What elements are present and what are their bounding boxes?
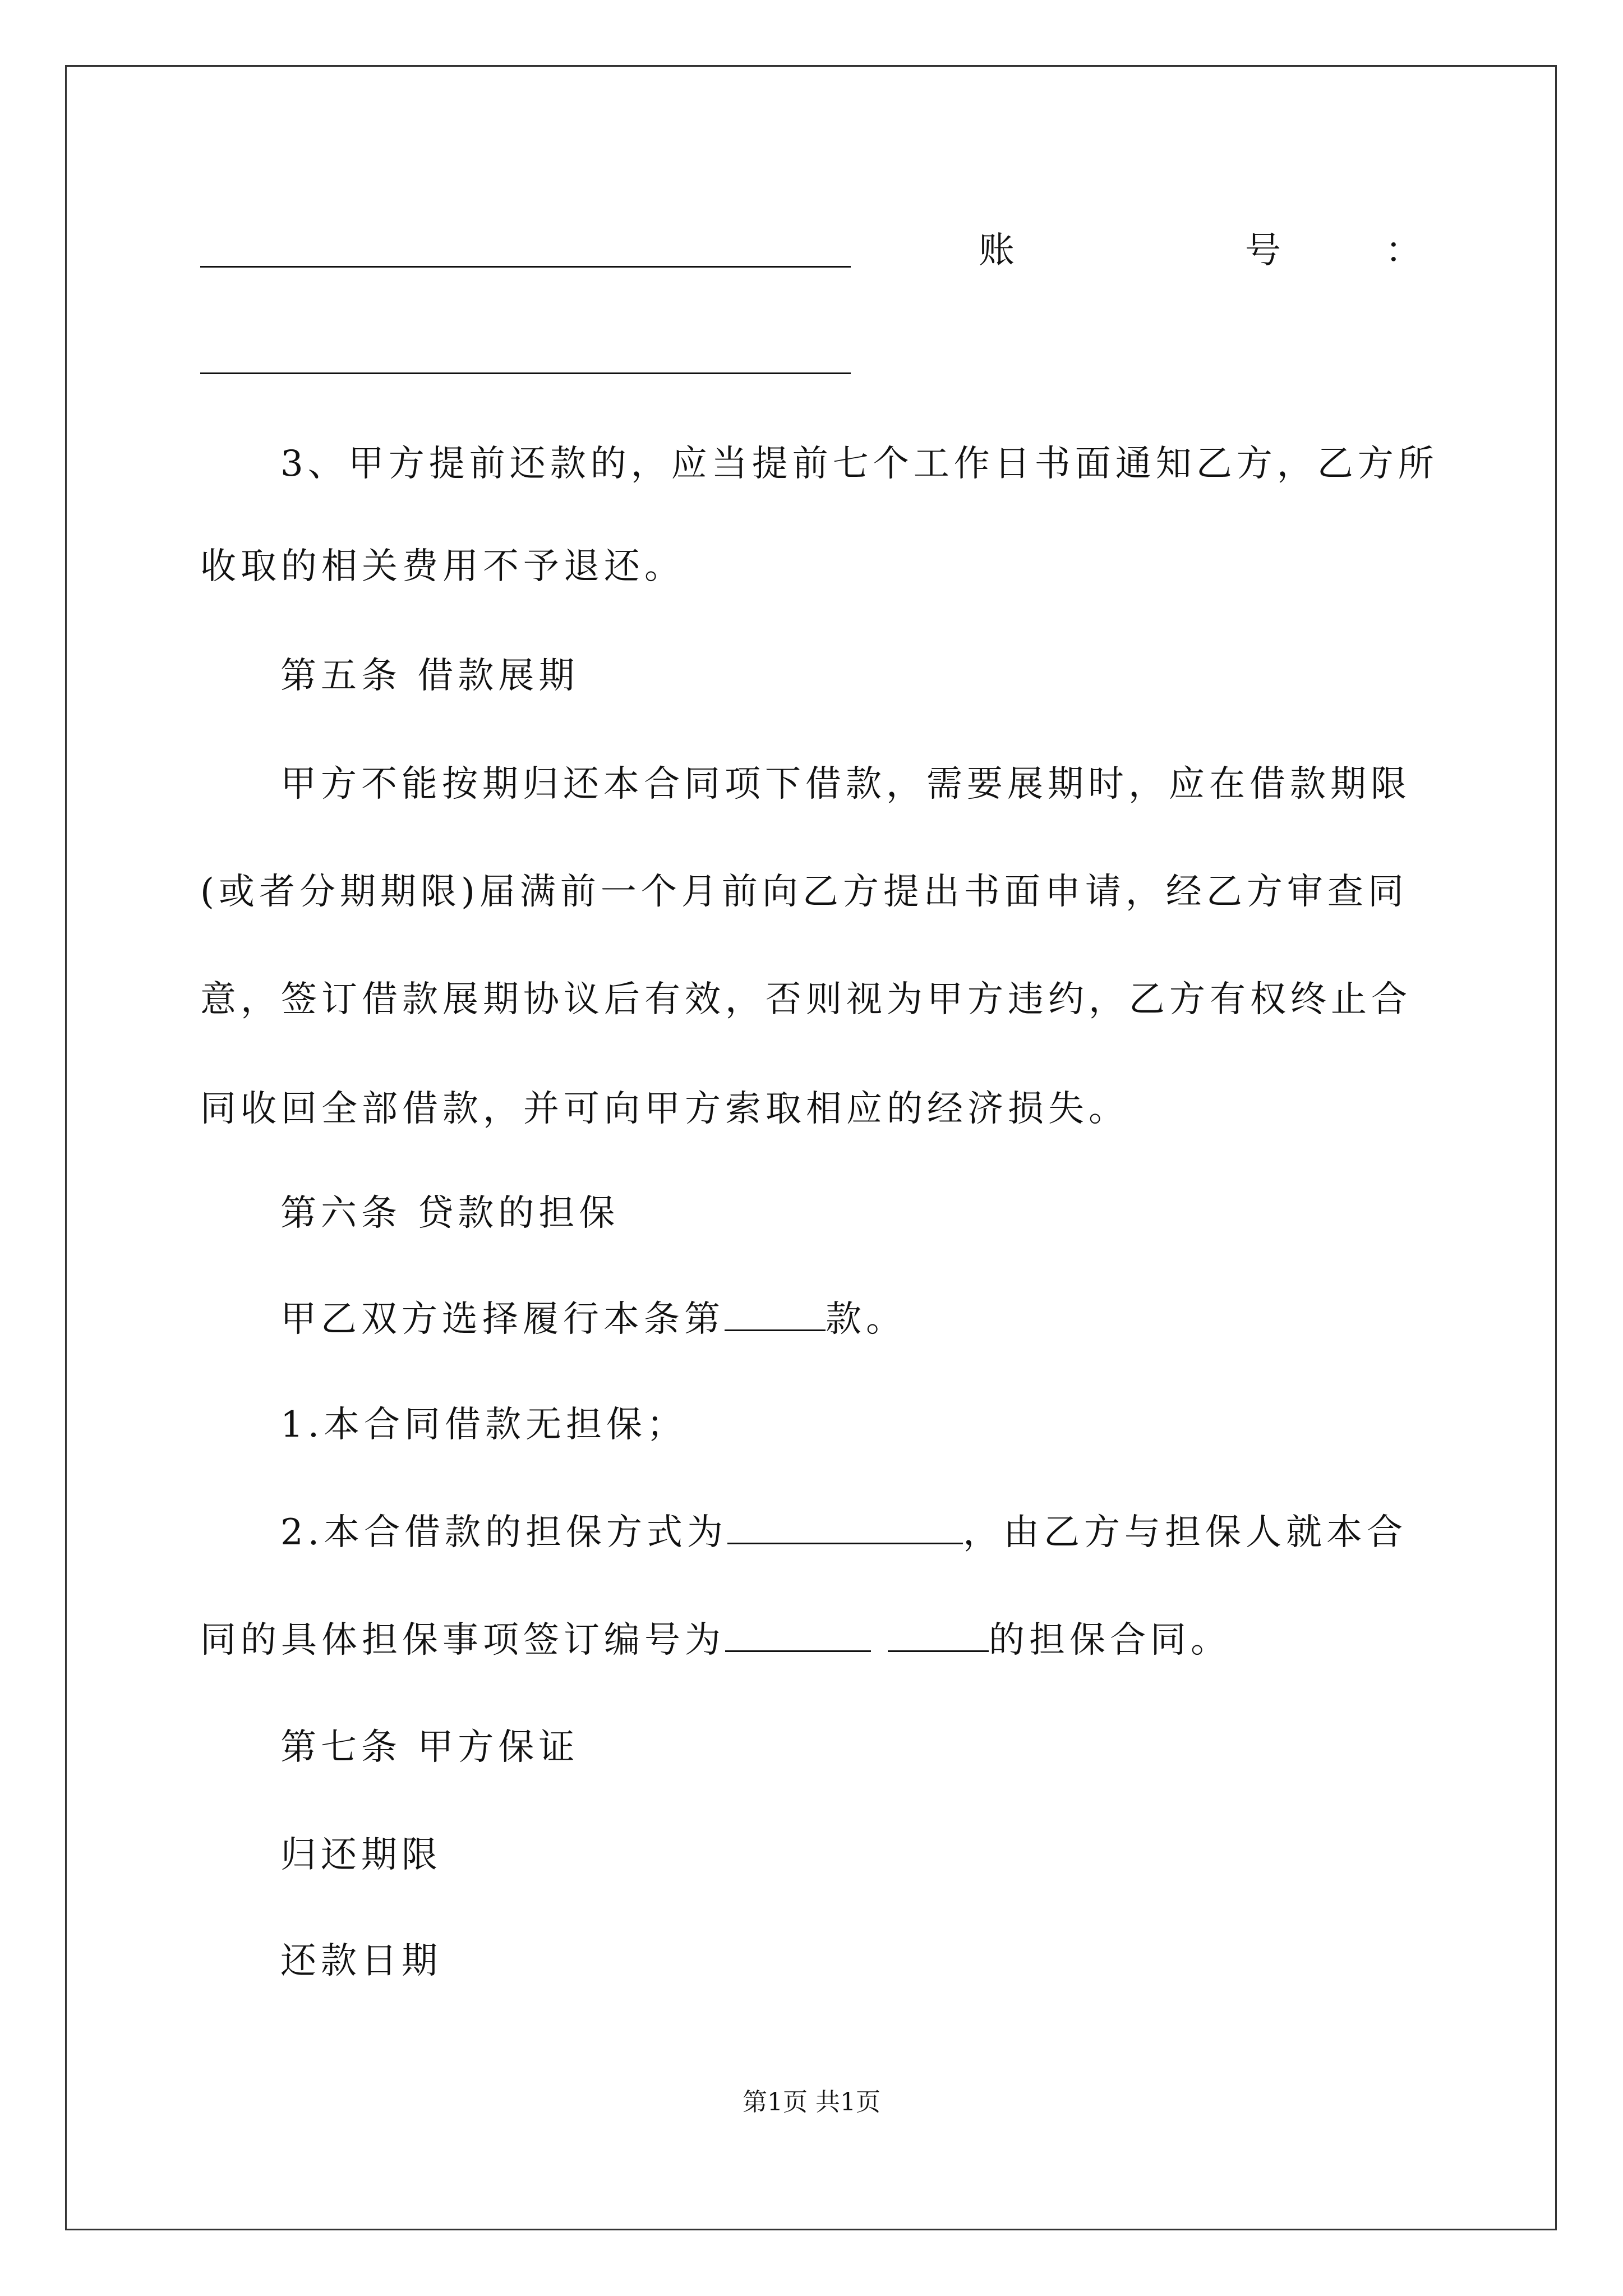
account-blank-before (200, 266, 851, 268)
repayment-date-label: 还款日期 (280, 1940, 442, 1982)
item-2-text-a: 2.本合借款的担保方式为 (280, 1512, 728, 1553)
account-colon: ： (1385, 230, 1421, 272)
contract-number-blank-2 (888, 1614, 989, 1652)
article-5-title: 第五条 借款展期 (280, 655, 579, 697)
article-5-line-1: 甲方不能按期归还本合同项下借款，需要展期时，应在借款期限 (280, 763, 1411, 805)
account-char-2: 号 (1245, 230, 1281, 272)
article-6-item-1: 1.本合同借款无担保； (280, 1404, 688, 1446)
clause-3-line-1: 3、甲方提前还款的，应当提前七个工作日书面通知乙方，乙方所 (280, 443, 1438, 485)
article-6-title: 第六条 贷款的担保 (280, 1193, 620, 1234)
article-6-item-2-line-1 (280, 1507, 1407, 1558)
item-2-text-d: 的担保合同。 (989, 1619, 1231, 1661)
contract-number-blank-1 (725, 1614, 871, 1652)
article-6-item-2-line-2 (200, 1614, 1231, 1665)
article-7-title: 第七条 甲方保证 (280, 1727, 579, 1768)
article-6-choice (280, 1294, 906, 1345)
article-6-choice-text-a: 甲乙双方选择履行本条第 (280, 1299, 725, 1340)
article-5-line-3: 意，签订借款展期协议后有效，否则视为甲方违约，乙方有权终止合 (200, 979, 1412, 1020)
choice-blank (725, 1294, 826, 1331)
article-5-line-4: 同收回全部借款，并可向甲方索取相应的经济损失。 (200, 1088, 1129, 1130)
article-5-line-2: (或者分期期限)届满前一个月前向乙方提出书面申请，经乙方审查同 (200, 871, 1408, 913)
item-2-text-c: 同的具体担保事项签订编号为 (200, 1619, 725, 1661)
guarantee-method-blank (727, 1507, 963, 1544)
page-footer: 第1页 共1页 (743, 2088, 880, 2116)
article-6-choice-text-b: 款。 (826, 1299, 906, 1340)
item-2-text-b: ，由乙方与担保人就本合 (963, 1512, 1408, 1553)
page-border (65, 65, 1557, 2230)
account-blank-after (200, 372, 851, 374)
repayment-period-label: 归还期限 (280, 1834, 442, 1876)
clause-3-line-2: 收取的相关费用不予退还。 (200, 546, 685, 587)
account-char-1: 账 (979, 230, 1015, 272)
